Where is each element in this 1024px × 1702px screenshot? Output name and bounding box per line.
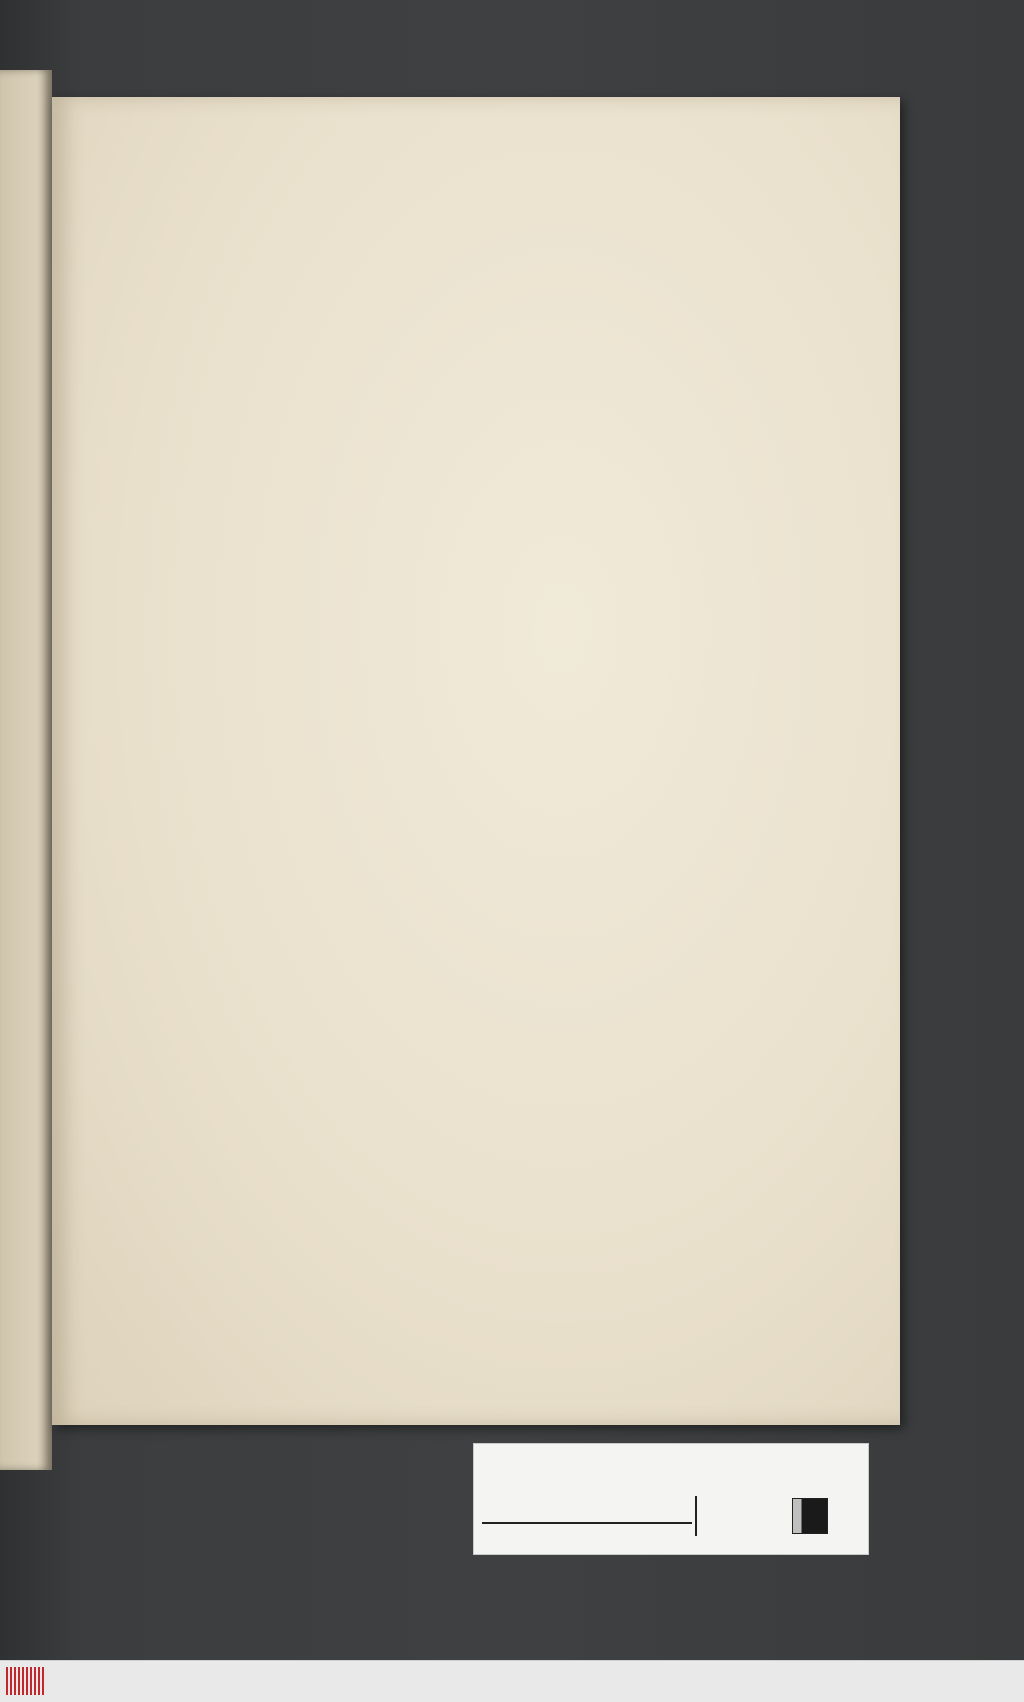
barcode-icon — [6, 1667, 44, 1695]
scale-ruler — [482, 1500, 692, 1524]
footer-bar — [0, 1660, 1024, 1702]
book-page — [52, 97, 900, 1425]
facing-page-edge — [0, 70, 52, 1470]
ruler-divider — [695, 1496, 697, 1536]
color-calibration-card — [473, 1443, 869, 1555]
gray-swatch — [792, 1498, 828, 1534]
